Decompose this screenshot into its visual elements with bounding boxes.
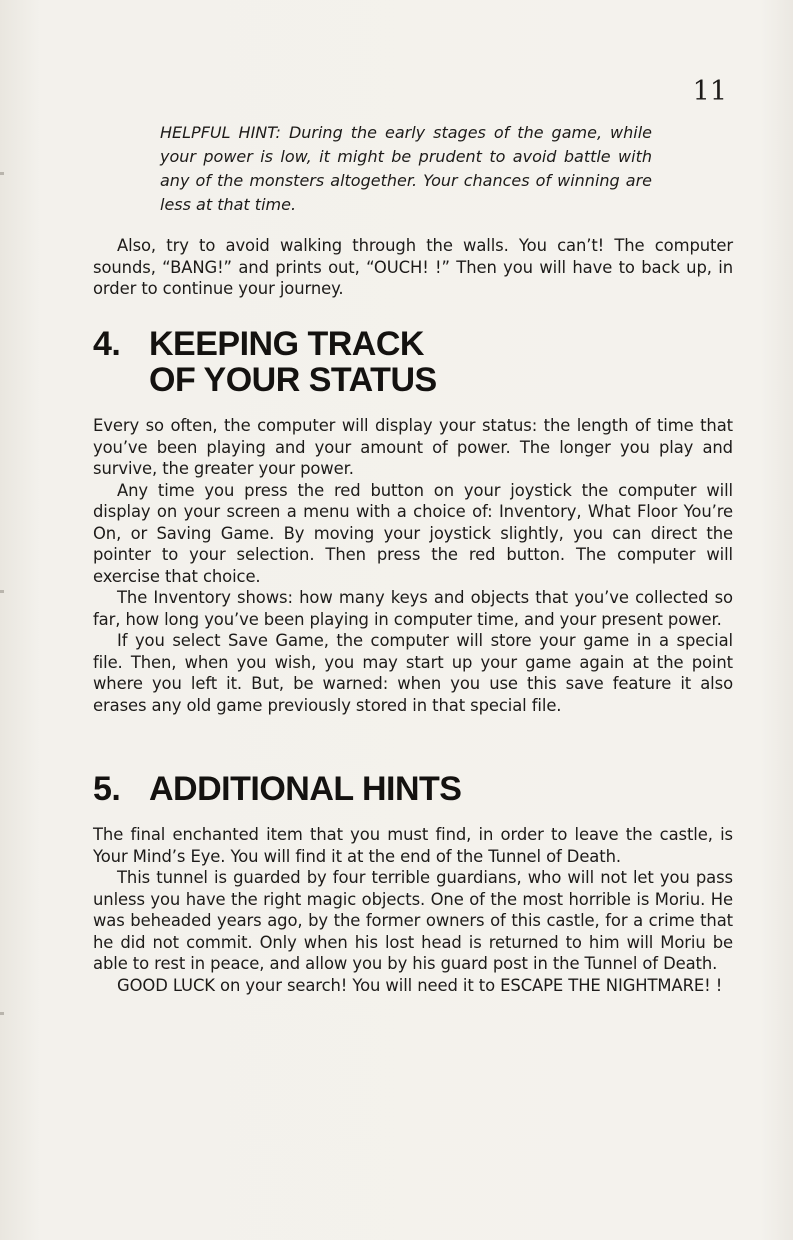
section-5-paragraph: This tunnel is guarded by four terrible guardians, who will not let you pass unless you have the right magic objects. One of the most horrible is Moriu. He was beheaded years ago, by the former owners of this castle, for a crime that he did not commit. Only when his lost head is returned to him will Moriu be able to rest in peace, and allow you by his guard post in the Tunnel of Death. bbox=[93, 868, 733, 973]
section-5-heading bbox=[93, 771, 461, 807]
binding-mark bbox=[0, 1012, 4, 1015]
binding-mark bbox=[0, 590, 4, 593]
page-number: 11 bbox=[692, 76, 727, 107]
section-4-title-line2: OF YOUR STATUS bbox=[149, 361, 437, 399]
helpful-hint: HELPFUL HINT: During the early stages of the game, while your power is low, it might be prudent to avoid battle with any of the monsters altogether. Your chances of winning are less at that time. bbox=[160, 123, 652, 214]
section-5-title: ADDITIONAL HINTS bbox=[149, 770, 462, 808]
section-4-body bbox=[93, 415, 733, 716]
section-5-number: 5. bbox=[93, 770, 121, 808]
section-4-paragraph: If you select Save Game, the computer will store your game in a special file. Then, when you wish, you may start up your game again at the point where you left it. But, be warned: when you use this save feature it also erases any old game previously stored in that special file. bbox=[93, 631, 733, 715]
section-5-body bbox=[93, 824, 733, 996]
binding-mark bbox=[0, 172, 4, 175]
section-5-paragraph: GOOD LUCK on your search! You will need it to ESCAPE THE NIGHTMARE! ! bbox=[117, 975, 723, 995]
intro-paragraph: Also, try to avoid walking through the walls. You can’t! The computer sounds, “BANG!” and prints out, “OUCH! !” Then you will have to back up, in order to continue your journey. bbox=[93, 236, 733, 298]
section-4-paragraph: Every so often, the computer will display your status: the length of time that you’ve been playing and your amount of power. The longer you play and survive, the greater your power. bbox=[93, 416, 733, 478]
section-4-paragraph: Any time you press the red button on your joystick the computer will display on your screen a menu with a choice of: Inventory, What Floor You’re On, or Saving Game. By moving your joystick slightly, you can direct the pointer to your selection. Then press the red button. The computer will exercise that choice. bbox=[93, 480, 733, 586]
section-4-paragraph: The Inventory shows: how many keys and objects that you’ve collected so far, how long you’ve been playing in computer time, and your present power. bbox=[93, 588, 733, 629]
section-4-heading bbox=[93, 326, 437, 398]
section-4-title-line1: KEEPING TRACK bbox=[149, 325, 424, 363]
section-5-paragraph: The final enchanted item that you must find, in order to leave the castle, is Your Mind’s Eye. You will find it at the end of the Tunnel of Death. bbox=[93, 825, 733, 866]
section-4-number: 4. bbox=[93, 325, 121, 363]
